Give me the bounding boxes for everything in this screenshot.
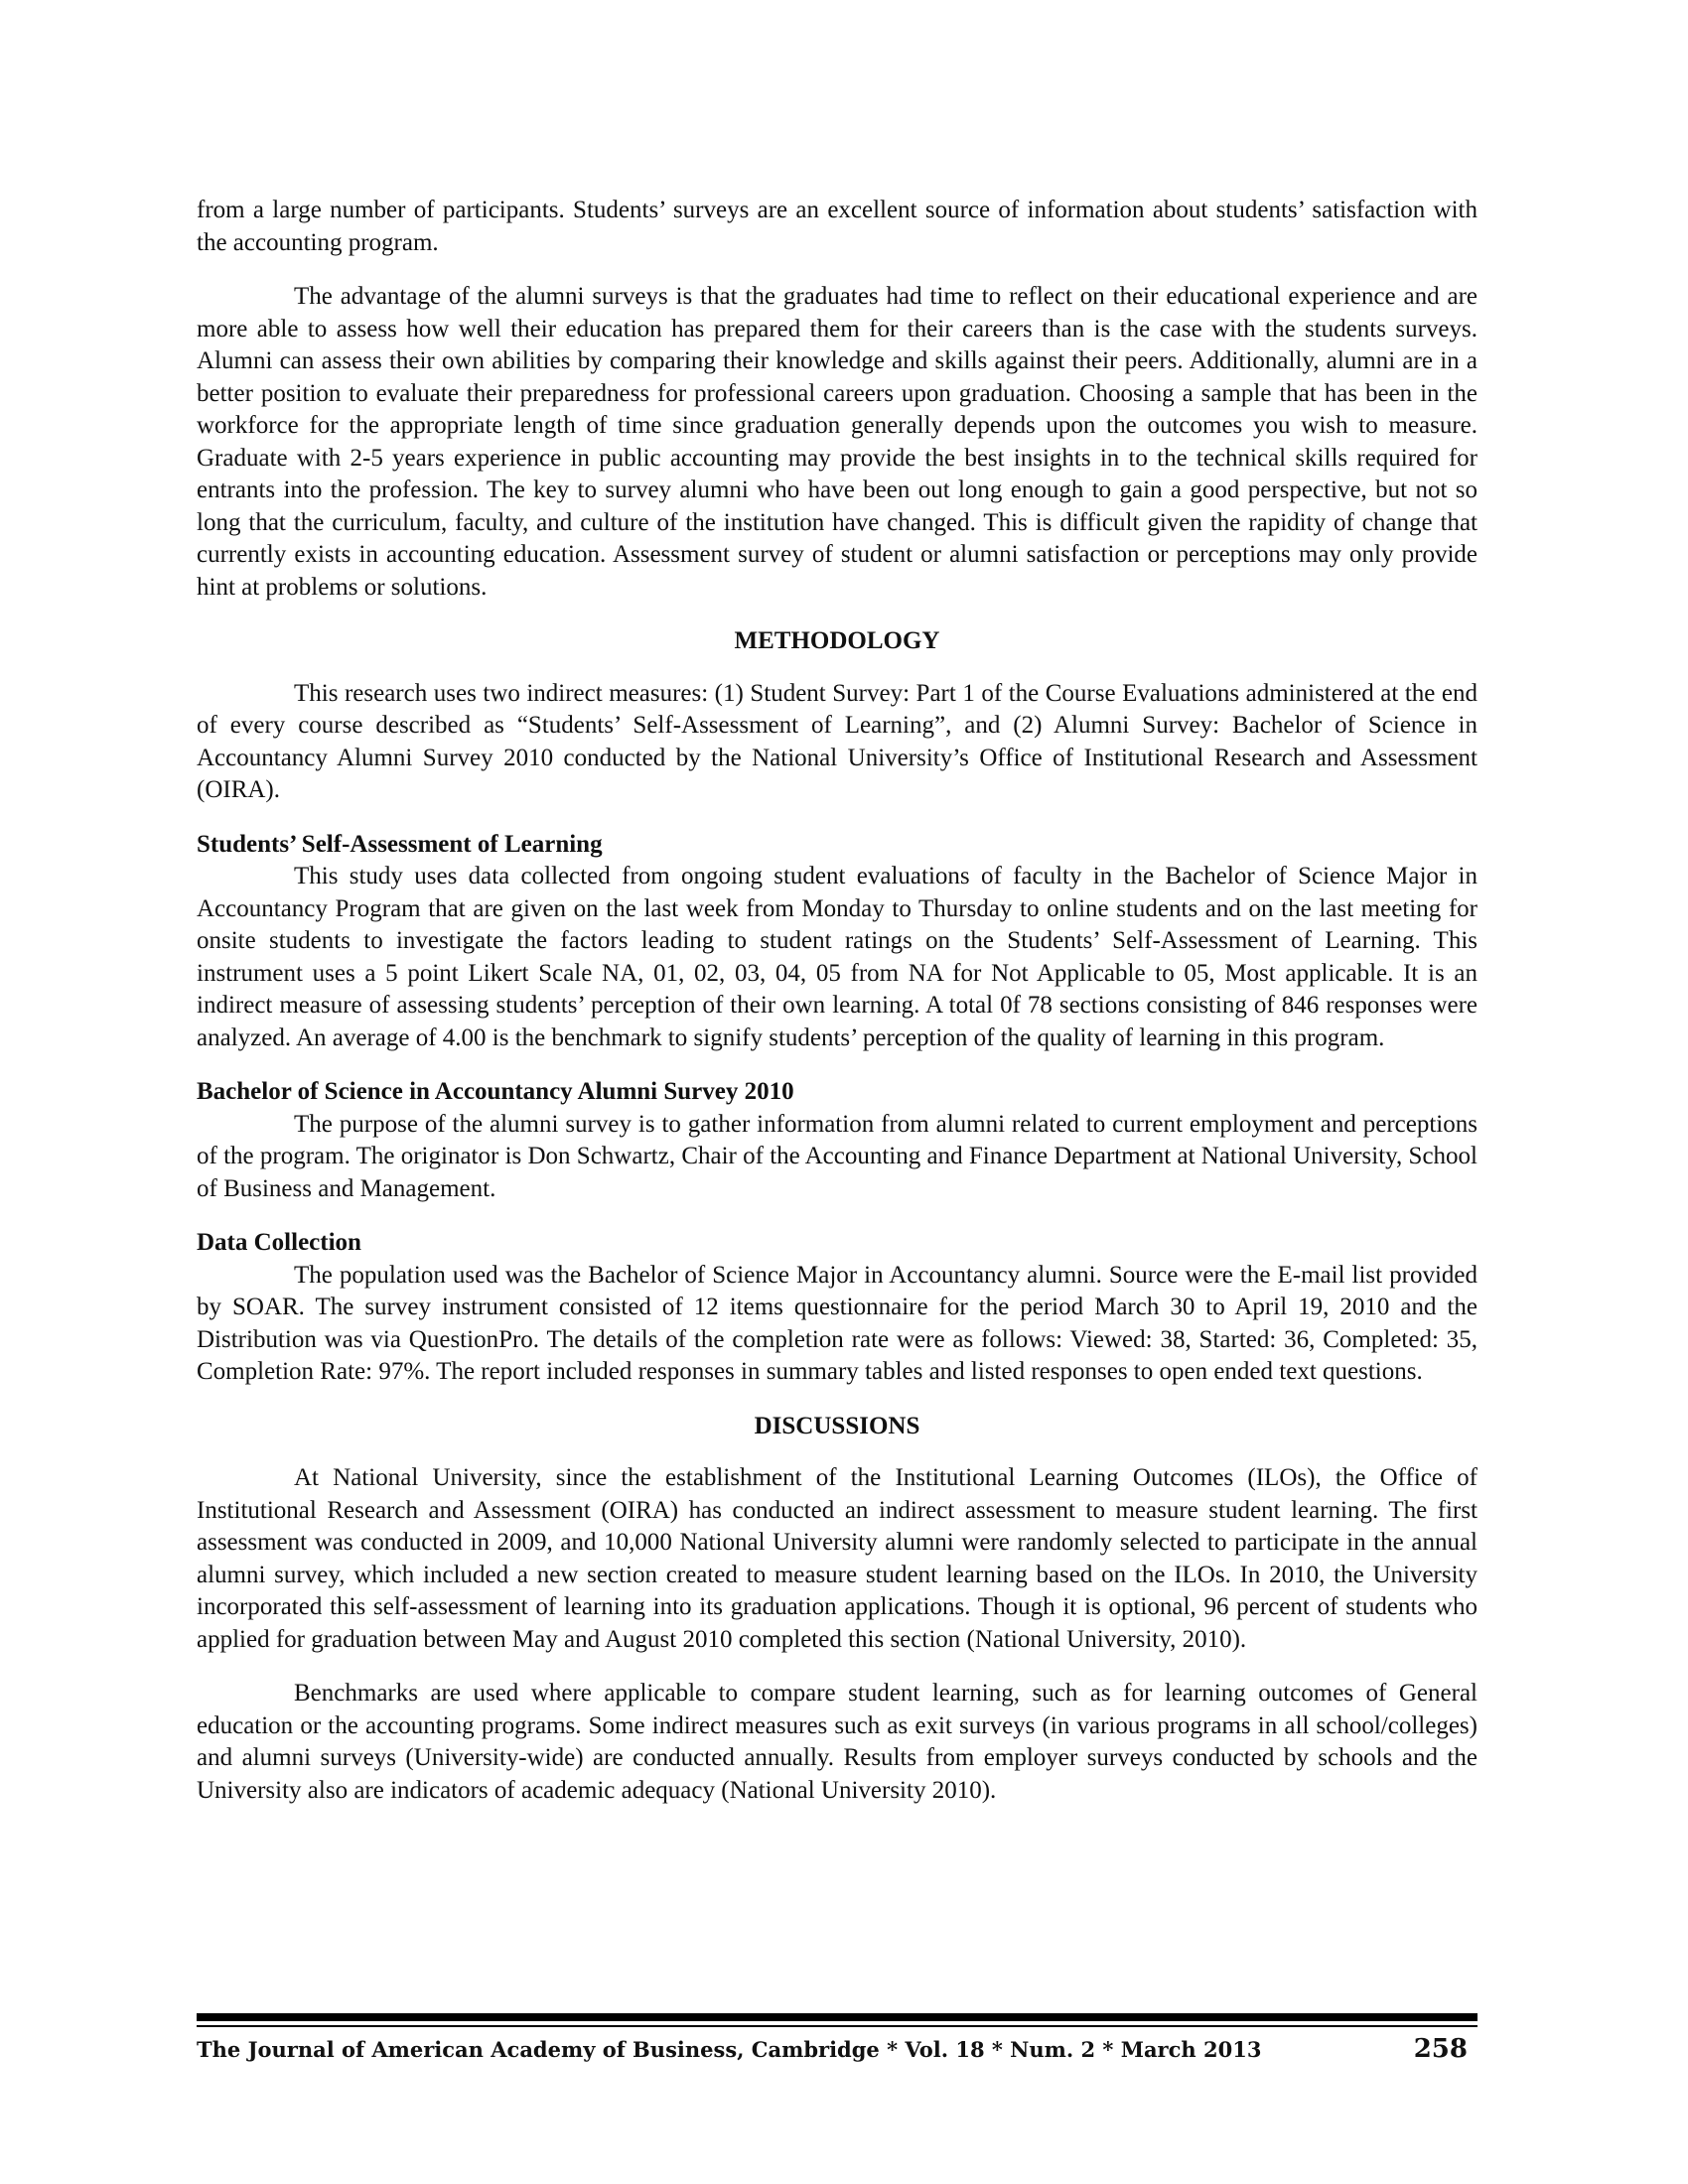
subheading-self-assessment: Students’ Self-Assessment of Learning [197, 830, 603, 858]
page-body [197, 195, 1477, 1807]
methodology-heading: METHODOLOGY [734, 627, 940, 654]
footer-rule-thin [197, 2025, 1477, 2027]
paragraph-3: This research uses two indirect measures: (1) Student Survey: Part 1 of the Course Evaluations administered at the end of every course described as “Students’ Self-Assessment of Learning”, and (2) Alumni Survey: Bachelor of Science in Accountancy Alumni Survey 2010 conducted by the National University’s Office of Institutional Research and Assessment (OIRA). [197, 679, 1477, 803]
paragraph-4: This study uses data collected from ongoing student evaluations of faculty in the Bachelor of Science Major in Accountancy Program that are given on the last week from Monday to Thursday to online students and on the last meeting for onsite students to investigate the factors leading to student ratings on the Students’ Self-Assessment of Learning. This instrument uses a 5 point Likert Scale NA, 01, 02, 03, 04, 05 from NA for Not Applicable to 05, Most applicable. It is an indirect measure of assessing students’ perception of their own learning. A total 0f 78 sections consisting of 846 responses were analyzed. An average of 4.00 is the benchmark to signify students’ perception of the quality of learning in this program. [197, 863, 1477, 1051]
footer-rule-thick [197, 2013, 1477, 2021]
paragraph-5: The purpose of the alumni survey is to gather information from alumni related to current employment and perceptions of the program. The originator is Don Schwartz, Chair of the Accounting and Finance Department at National University, School of Business and Management. [197, 1110, 1477, 1202]
paragraph-2: The advantage of the alumni surveys is that the graduates had time to reflect on their educational experience and are more able to assess how well their education has prepared them for their careers than is the case with the students surveys. Alumni can assess their own abilities by comparing their knowledge and skills against their peers. Additionally, alumni are in a better position to evaluate their preparedness for professional careers upon graduation. Choosing a sample that has been in the workforce for the appropriate length of time since graduation generally depends upon the outcomes you wish to measure. Graduate with 2-5 years experience in public accounting may provide the best insights in to the technical skills required for entrants into the profession. The key to survey alumni who have been out long enough to gain a good perspective, but not so long that the curriculum, faculty, and culture of the institution have changed. This is difficult given the rapidity of change that currently exists in accounting education. Assessment survey of student or alumni satisfaction or perceptions may only provide hint at problems or solutions. [197, 283, 1477, 601]
paragraph-7: At National University, since the establishment of the Institutional Learning Outcomes (ILOs), the Office of Institutional Research and Assessment (OIRA) has conducted an indirect assessment to measure student learning. The first assessment was conducted in 2009, and 10,000 National University alumni were randomly selected to participate in the annual alumni survey, which included a new section created to measure student learning based on the ILOs. In 2010, the University incorporated this self-assessment of learning into its graduation applications. Though it is optional, 96 percent of students who applied for graduation between May and August 2010 completed this section (National University, 2010). [197, 1464, 1477, 1653]
paragraph-1: from a large number of participants. Students’ surveys are an excellent source of information about students’ satisfaction with the accounting program. [197, 197, 1477, 256]
discussions-heading: DISCUSSIONS [754, 1412, 920, 1439]
footer-journal-title: The Journal of American Academy of Business, Cambridge * Vol. 18 * Num. 2 * March 2013 [197, 2037, 1262, 2062]
page-number: 258 [1413, 2034, 1468, 2064]
paragraph-8: Benchmarks are used where applicable to compare student learning, such as for learning outcomes of General education or the accounting programs. Some indirect measures such as exit surveys (in various programs in all school/colleges) and alumni surveys (University-wide) are conducted annually. Results from employer surveys conducted by schools and the University also are indicators of academic adequacy (National University 2010). [197, 1680, 1477, 1804]
paragraph-6: The population used was the Bachelor of Science Major in Accountancy alumni. Source were the E-mail list provided by SOAR. The survey instrument consisted of 12 items questionnaire for the period March 30 to April 19, 2010 and the Distribution was via QuestionPro. The details of the completion rate were as follows: Viewed: 38, Started: 36, Completed: 35, Completion Rate: 97%. The report included responses in summary tables and listed responses to open ended text questions. [197, 1261, 1477, 1385]
subheading-alumni-survey: Bachelor of Science in Accountancy Alumni Survey 2010 [197, 1078, 794, 1105]
subheading-data-collection: Data Collection [197, 1229, 361, 1256]
